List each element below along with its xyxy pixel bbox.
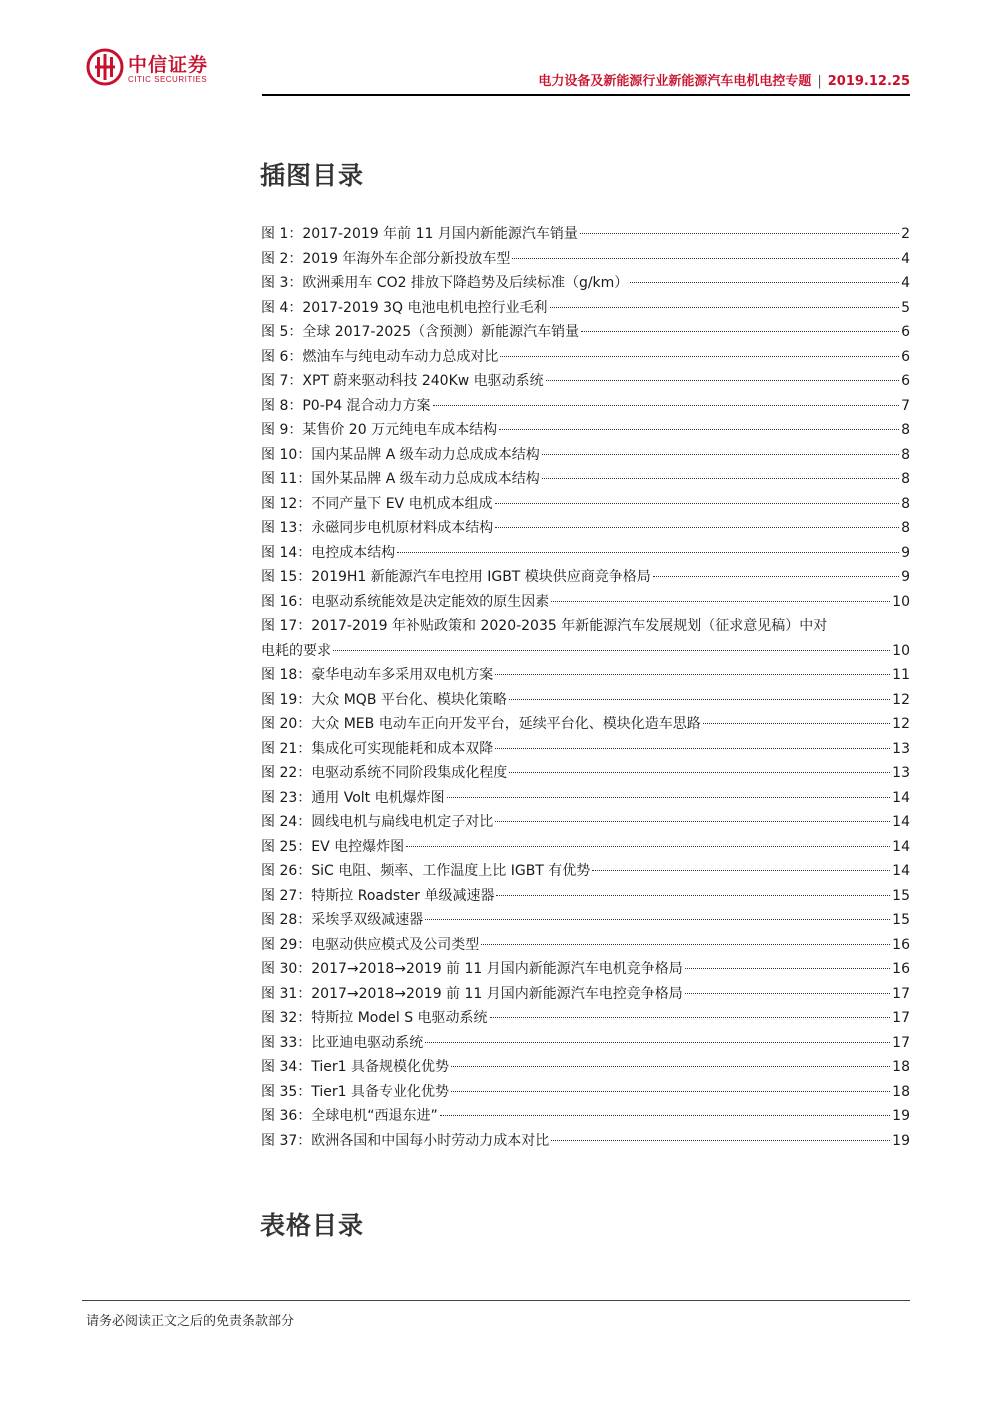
- toc-page-number: 8: [901, 422, 910, 438]
- toc-entry-title: 图 13：永磁同步电机原材料成本结构: [261, 520, 494, 536]
- toc-page-number: 9: [901, 544, 910, 561]
- toc-leader-dots: [653, 576, 899, 577]
- toc-entry[interactable]: [261, 957, 910, 982]
- toc-entry[interactable]: [261, 516, 910, 541]
- toc-page-number: 5: [901, 299, 910, 316]
- toc-page-number: 2: [901, 226, 910, 242]
- toc-page-number: 8: [901, 495, 910, 512]
- toc-leader-dots: [495, 748, 890, 749]
- toc-entry-title: 图 16：电驱动系统能效是决定能效的原生因素: [261, 593, 550, 610]
- toc-leader-dots: [630, 282, 899, 283]
- toc-leader-dots: [440, 1115, 890, 1116]
- toc-page-number: 4: [901, 275, 910, 291]
- toc-page-number: 14: [892, 789, 910, 806]
- toc-page-number: 8: [901, 471, 910, 487]
- toc-entry-title: 图 20：大众 MEB 电动车正向开发平台，延续平台化、模块化造车思路: [261, 716, 701, 732]
- toc-entry-title: 图 7：XPT 蔚来驱动科技 240Kw 电驱动系统: [261, 373, 544, 389]
- report-title: 电力设备及新能源行业新能源汽车电机电控专题: [538, 74, 812, 89]
- figures-toc-list: [261, 222, 910, 1153]
- toc-leader-dots: [406, 846, 890, 847]
- toc-leader-dots: [490, 1017, 891, 1018]
- tables-toc-heading: 表格目录: [260, 1211, 365, 1240]
- toc-leader-dots: [495, 527, 899, 528]
- toc-entry[interactable]: [261, 271, 910, 296]
- toc-entry[interactable]: [261, 688, 910, 713]
- toc-page-number: 9: [901, 569, 910, 585]
- toc-leader-dots: [509, 772, 890, 773]
- toc-entry-title: 图 11：国外某品牌 A 级车动力总成成本结构: [261, 471, 540, 487]
- toc-entry[interactable]: [261, 1055, 910, 1080]
- toc-leader-dots: [546, 380, 899, 381]
- toc-entry[interactable]: [261, 786, 910, 811]
- toc-page-number: 19: [892, 1108, 910, 1124]
- toc-entry[interactable]: [261, 835, 910, 860]
- toc-entry[interactable]: [261, 394, 910, 419]
- toc-entry[interactable]: [261, 222, 910, 247]
- toc-page-number: 6: [901, 373, 910, 389]
- toc-entry-title: 图 34：Tier1 具备规模化优势: [261, 1059, 450, 1075]
- toc-entry-title: 图 25：EV 电控爆炸图: [261, 838, 405, 855]
- toc-entry-title: 图 3：欧洲乘用车 CO2 排放下降趋势及后续标准（g/km）: [261, 275, 629, 291]
- toc-entry-title: 图 15：2019H1 新能源汽车电控用 IGBT 模块供应商竞争格局: [261, 569, 651, 585]
- toc-page-number: 16: [892, 936, 910, 953]
- toc-page-number: 8: [901, 446, 910, 463]
- toc-entry-title: 图 9：某售价 20 万元纯电车成本结构: [261, 422, 498, 438]
- toc-entry-title: 图 24：圆线电机与扁线电机定子对比: [261, 814, 494, 830]
- citic-logo-icon: [86, 48, 124, 86]
- header-divider: [262, 94, 910, 96]
- toc-entry-line[interactable]: [261, 614, 910, 639]
- toc-entry[interactable]: [261, 467, 910, 492]
- toc-leader-dots: [542, 478, 899, 479]
- logo-text-en: CITIC SECURITIES: [128, 75, 208, 84]
- toc-page-number: 12: [892, 716, 910, 732]
- toc-page-number: 10: [892, 593, 910, 610]
- toc-entry-title: 图 19：大众 MQB 平台化、模块化策略: [261, 691, 507, 708]
- toc-entry[interactable]: [261, 761, 910, 786]
- toc-page-number: 17: [892, 1010, 910, 1026]
- toc-leader-dots: [542, 454, 899, 455]
- toc-leader-dots: [333, 650, 890, 651]
- toc-page-number: 14: [892, 838, 910, 855]
- toc-leader-dots: [425, 1042, 890, 1043]
- toc-page-number: 8: [901, 520, 910, 536]
- toc-page-number: 13: [892, 765, 910, 781]
- toc-entry-title: 图 33：比亚迪电驱动系统: [261, 1034, 424, 1051]
- toc-entry[interactable]: [261, 712, 910, 737]
- toc-entry-title: 图 37：欧洲各国和中国每小时劳动力成本对比: [261, 1132, 550, 1149]
- toc-leader-dots: [433, 405, 900, 406]
- toc-entry[interactable]: [261, 810, 910, 835]
- toc-entry[interactable]: [261, 639, 910, 664]
- toc-page-number: 19: [892, 1132, 910, 1149]
- toc-leader-dots: [592, 870, 890, 871]
- toc-entry[interactable]: [261, 933, 910, 958]
- toc-entry[interactable]: [261, 565, 910, 590]
- toc-entry[interactable]: [261, 908, 910, 933]
- header-separator: |: [817, 74, 822, 89]
- toc-entry[interactable]: [261, 296, 910, 321]
- toc-entry-title: 图 36：全球电机“西退东进”: [261, 1108, 438, 1124]
- toc-page-number: 15: [892, 887, 910, 904]
- toc-leader-dots: [551, 601, 890, 602]
- toc-entry[interactable]: [261, 590, 910, 615]
- toc-page-number: 10: [892, 642, 910, 659]
- toc-leader-dots: [397, 552, 899, 553]
- toc-page-number: 11: [892, 667, 910, 683]
- toc-leader-dots: [425, 919, 890, 920]
- logo-text-cn: 中信证券: [128, 54, 209, 76]
- toc-entry[interactable]: [261, 884, 910, 909]
- toc-entry[interactable]: [261, 982, 910, 1007]
- toc-leader-dots: [447, 797, 891, 798]
- toc-page-number: 12: [892, 691, 910, 708]
- toc-entry[interactable]: [261, 1080, 910, 1105]
- toc-entry-title: 图 6：燃油车与纯电动车动力总成对比: [261, 348, 499, 365]
- toc-leader-dots: [580, 233, 899, 234]
- toc-entry[interactable]: [261, 1129, 910, 1154]
- toc-leader-dots: [451, 1091, 890, 1092]
- report-date: 2019.12.25: [827, 74, 910, 89]
- toc-entry-title: 图 4：2017-2019 3Q 电池电机电控行业毛利: [261, 299, 548, 316]
- brand-logo: [86, 48, 226, 92]
- toc-entry[interactable]: [261, 1104, 910, 1129]
- toc-page-number: 17: [892, 1034, 910, 1051]
- toc-leader-dots: [581, 331, 899, 332]
- toc-entry-title: 图 27：特斯拉 Roadster 单级减速器: [261, 887, 495, 904]
- toc-entry[interactable]: [261, 859, 910, 884]
- toc-entry-title: 图 29：电驱动供应模式及公司类型: [261, 936, 480, 953]
- toc-leader-dots: [495, 503, 899, 504]
- toc-page-number: 4: [901, 250, 910, 267]
- toc-entry-title: 图 12：不同产量下 EV 电机成本组成: [261, 495, 493, 512]
- toc-entry[interactable]: [261, 737, 910, 762]
- toc-page-number: 18: [892, 1083, 910, 1100]
- toc-entry-title: 图 26：SiC 电阻、频率、工作温度上比 IGBT 有优势: [261, 863, 591, 879]
- report-header: [538, 70, 910, 89]
- toc-leader-dots: [550, 307, 900, 308]
- toc-entry-title: 图 22：电驱动系统不同阶段集成化程度: [261, 765, 508, 781]
- footer-disclaimer: 请务必阅读正文之后的免责条款部分: [86, 1314, 295, 1329]
- toc-leader-dots: [685, 993, 890, 994]
- toc-entry[interactable]: [261, 345, 910, 370]
- toc-entry-title: 图 30：2017→2018→2019 前 11 月国内新能源汽车电机竞争格局: [261, 961, 683, 977]
- figures-toc-heading: 插图目录: [260, 161, 365, 190]
- toc-leader-dots: [512, 258, 899, 259]
- toc-page-number: 6: [901, 348, 910, 365]
- toc-entry[interactable]: [261, 1006, 910, 1031]
- toc-page-number: 14: [892, 814, 910, 830]
- toc-entry-title: 图 32：特斯拉 Model S 电驱动系统: [261, 1010, 488, 1026]
- toc-leader-dots: [500, 356, 899, 357]
- toc-page-number: 18: [892, 1059, 910, 1075]
- toc-leader-dots: [495, 821, 890, 822]
- toc-entry-title: 图 5：全球 2017-2025（含预测）新能源汽车销量: [261, 324, 580, 340]
- toc-leader-dots: [551, 1140, 890, 1141]
- toc-entry-title: 电耗的要求: [261, 642, 331, 659]
- toc-entry-title: 图 28：采埃孚双级减速器: [261, 912, 424, 928]
- toc-entry[interactable]: [261, 541, 910, 566]
- toc-entry-title: 图 21：集成化可实现能耗和成本双降: [261, 740, 494, 757]
- toc-leader-dots: [451, 1066, 890, 1067]
- toc-leader-dots: [499, 429, 899, 430]
- toc-entry-title: 图 8：P0-P4 混合动力方案: [261, 397, 431, 414]
- toc-entry[interactable]: [261, 663, 910, 688]
- toc-entry[interactable]: [261, 247, 910, 272]
- toc-page-number: 15: [892, 912, 910, 928]
- toc-entry-title: 图 14：电控成本结构: [261, 544, 396, 561]
- toc-entry[interactable]: [261, 443, 910, 468]
- toc-entry-title: 图 17：2017-2019 年补贴政策和 2020-2035 年新能源汽车发展规划（征求意见稿）中对: [261, 618, 828, 634]
- toc-entry[interactable]: [261, 1031, 910, 1056]
- toc-page-number: 13: [892, 740, 910, 757]
- toc-page-number: 7: [901, 397, 910, 414]
- toc-entry-title: 图 2：2019 年海外车企部分新投放车型: [261, 250, 511, 267]
- toc-entry-title: 图 31：2017→2018→2019 前 11 月国内新能源汽车电控竞争格局: [261, 985, 683, 1002]
- toc-entry-title: 图 10：国内某品牌 A 级车动力总成成本结构: [261, 446, 540, 463]
- toc-leader-dots: [495, 674, 890, 675]
- toc-leader-dots: [703, 723, 890, 724]
- toc-entry[interactable]: [261, 492, 910, 517]
- toc-leader-dots: [509, 699, 890, 700]
- toc-page-number: 16: [892, 961, 910, 977]
- toc-page-number: 6: [901, 324, 910, 340]
- toc-page-number: 14: [892, 863, 910, 879]
- toc-entry-title: 图 1：2017-2019 年前 11 月国内新能源汽车销量: [261, 226, 578, 242]
- toc-entry[interactable]: [261, 320, 910, 345]
- toc-entry[interactable]: [261, 369, 910, 394]
- toc-entry-title: 图 23：通用 Volt 电机爆炸图: [261, 789, 445, 806]
- toc-entry-title: 图 18：豪华电动车多采用双电机方案: [261, 667, 494, 683]
- toc-leader-dots: [481, 944, 890, 945]
- toc-entry[interactable]: [261, 418, 910, 443]
- toc-leader-dots: [685, 968, 890, 969]
- toc-entry-title: 图 35：Tier1 具备专业化优势: [261, 1083, 450, 1100]
- footer-divider: [82, 1300, 910, 1301]
- toc-page-number: 17: [892, 985, 910, 1002]
- toc-leader-dots: [496, 895, 890, 896]
